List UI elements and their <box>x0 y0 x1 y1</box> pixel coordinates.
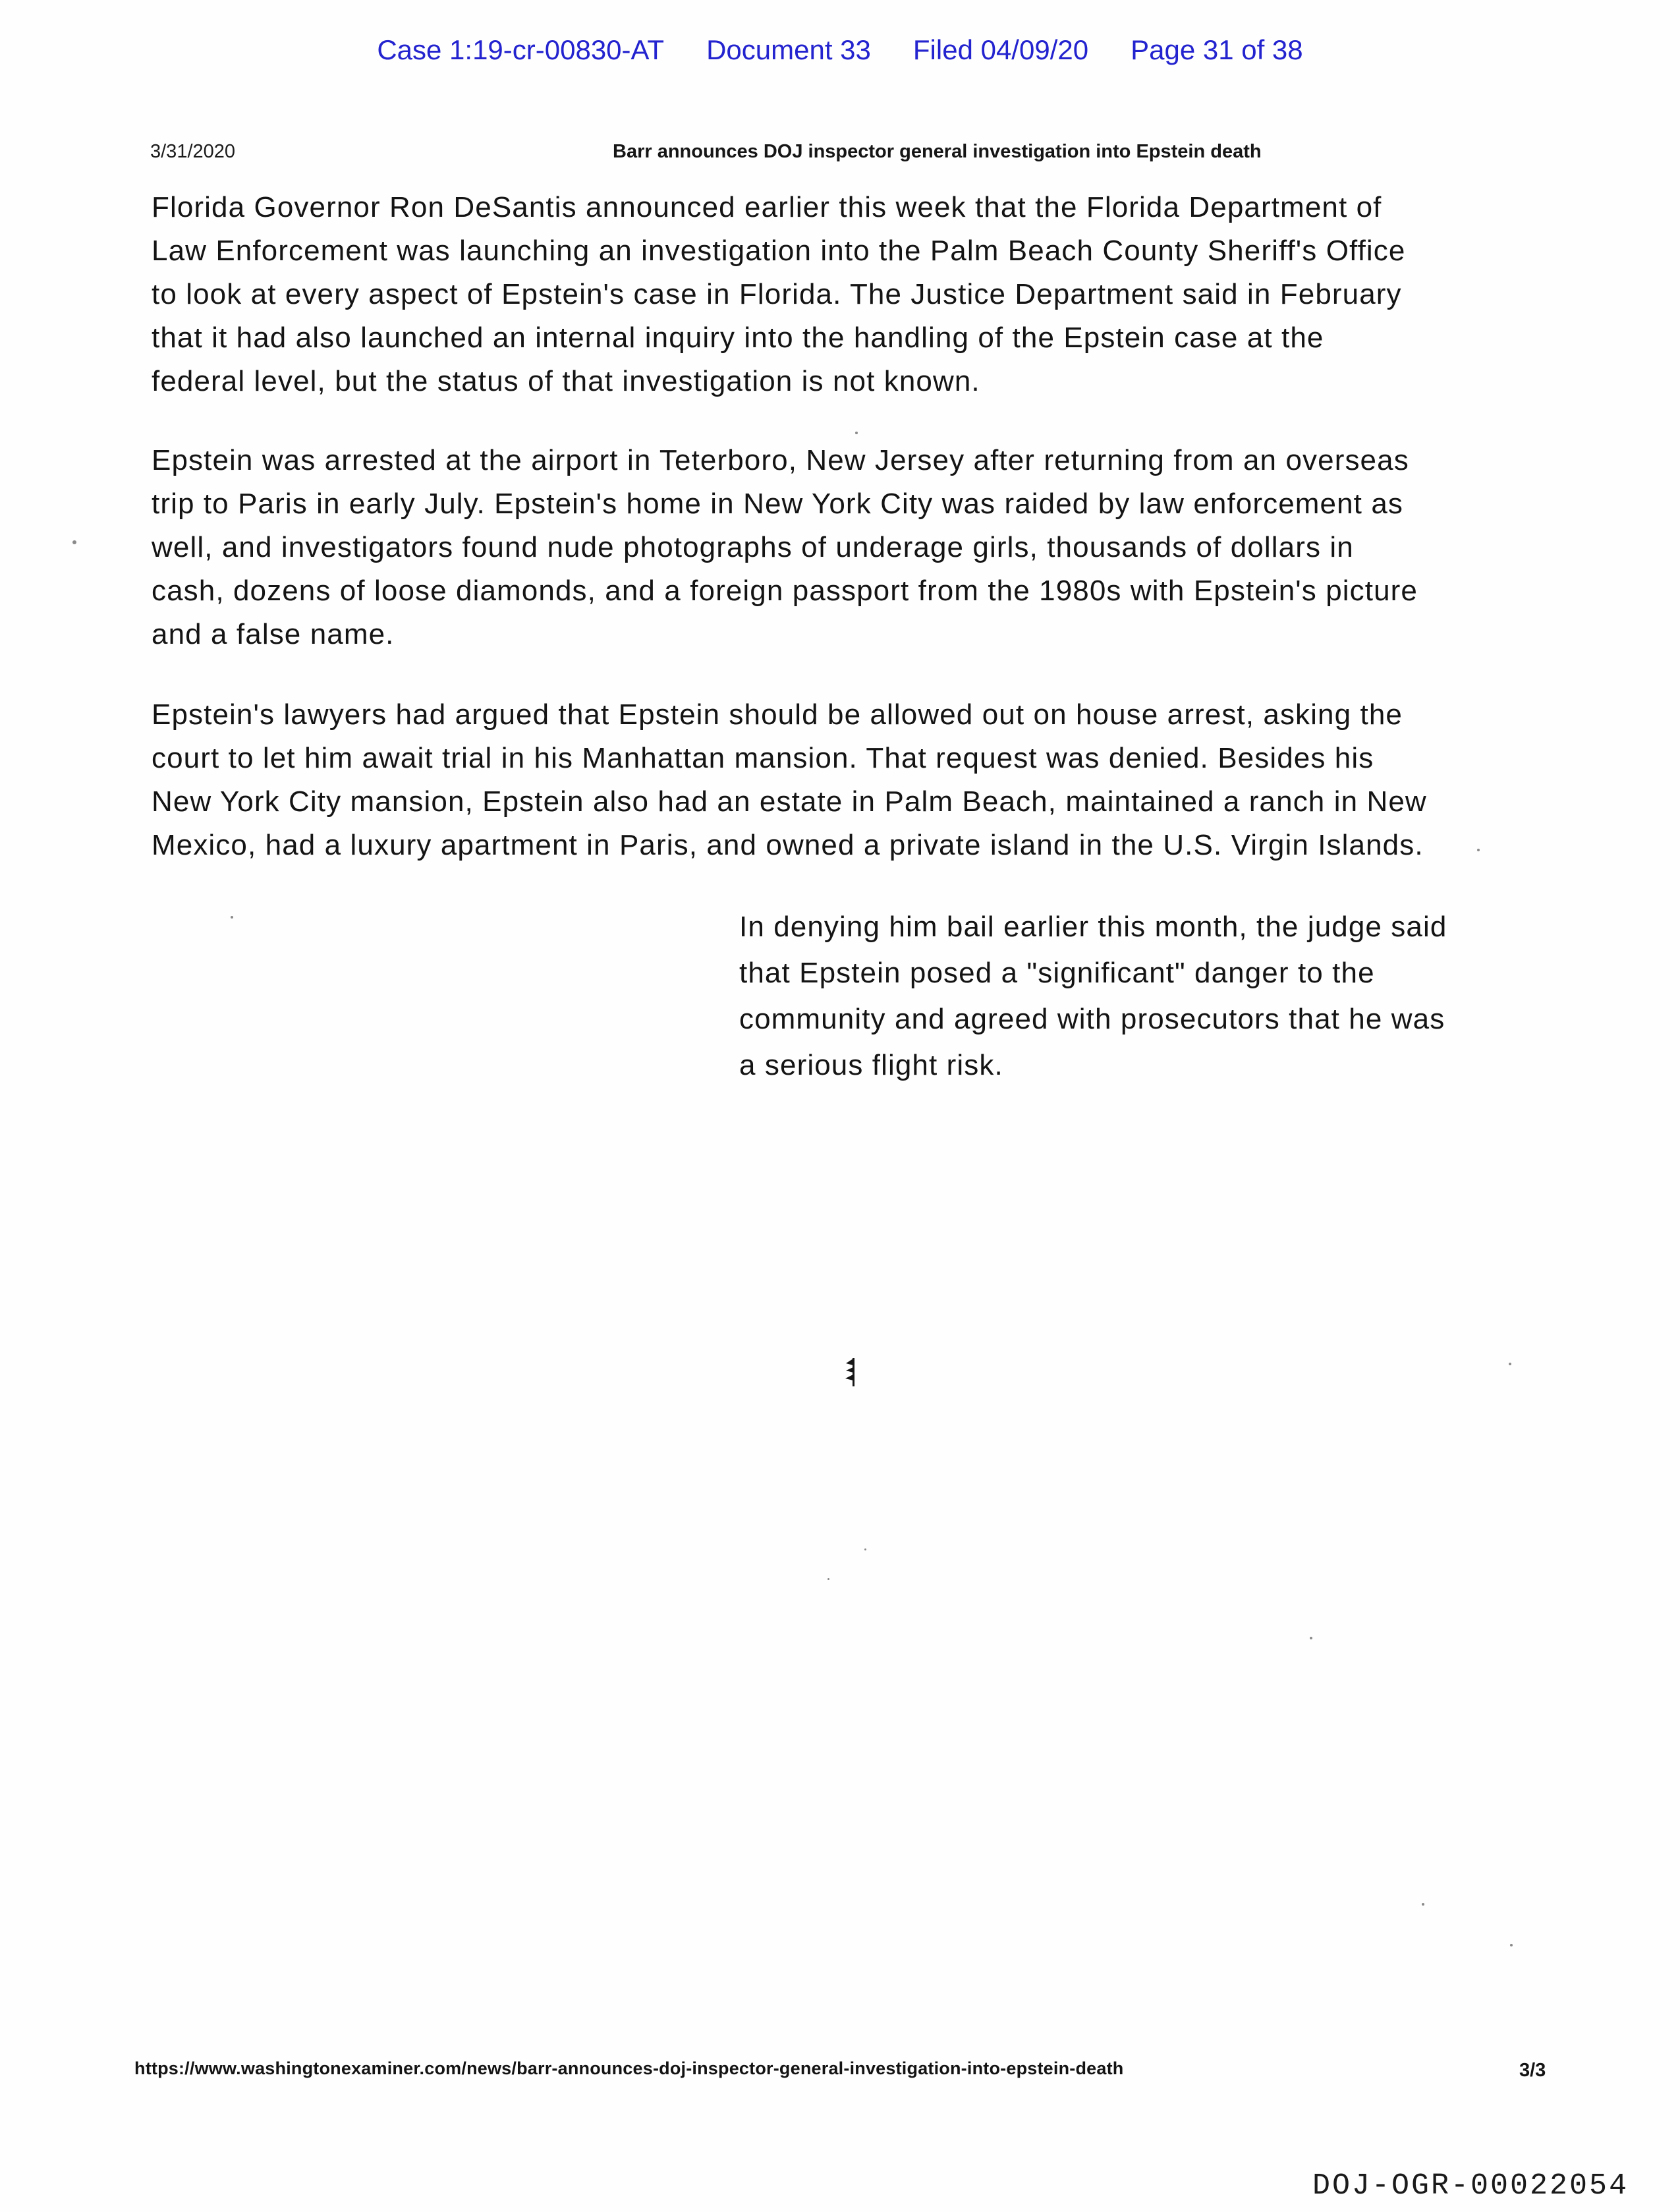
scan-speck <box>827 1578 829 1580</box>
text-line: federal level, but the status of that investigation is not known. <box>152 365 980 397</box>
text-line: court to let him await trial in his Manhattan mansion. That request was denied. Besides his <box>152 742 1374 774</box>
scan-speck <box>1310 1637 1312 1639</box>
case-number: Case 1:19-cr-00830-AT <box>377 34 665 65</box>
scan-speck <box>1477 849 1480 851</box>
source-url: https://www.washingtonexaminer.com/news/barr-announces-doj-inspector-general-investigation-into-epstein-death <box>134 2058 1124 2078</box>
text-line: a serious flight risk. <box>739 1049 1003 1081</box>
scan-artifact-glyph <box>845 1357 856 1386</box>
text-line: Mexico, had a luxury apartment in Paris, and owned a private island in the U.S. Virgin Islands. <box>152 829 1424 861</box>
text-line: that it had also launched an internal inquiry into the handling of the Epstein case at the <box>152 322 1324 354</box>
text-line: to look at every aspect of Epstein's case in Florida. The Justice Department said in February <box>152 278 1402 310</box>
scan-speck <box>855 432 858 434</box>
paragraph-2 <box>152 439 1418 656</box>
print-page-indicator: 3/3 <box>1519 2060 1546 2081</box>
text-line: trip to Paris in early July. Epstein's home in New York City was raided by law enforcement as <box>152 488 1404 520</box>
case-stamp-header <box>0 34 1680 66</box>
page-number: Page 31 of 38 <box>1131 34 1303 65</box>
scan-speck <box>1509 1363 1511 1365</box>
print-date: 3/31/2020 <box>150 141 236 162</box>
scan-speck <box>231 916 233 919</box>
filed-date: Filed 04/09/20 <box>912 34 1089 65</box>
text-line: community and agreed with prosecutors that he was <box>739 1003 1445 1035</box>
scan-speck <box>1510 1944 1513 1946</box>
text-line: Epstein's lawyers had argued that Epstein should be allowed out on house arrest, asking the <box>152 698 1403 731</box>
article-title: Barr announces DOJ inspector general investigation into Epstein death <box>613 141 1262 162</box>
document-number: Document 33 <box>706 34 871 65</box>
text-line: Law Enforcement was launching an investigation into the Palm Beach County Sheriff's Office <box>152 235 1406 267</box>
text-line: In denying him bail earlier this month, the judge said <box>739 911 1447 943</box>
scan-speck <box>72 540 76 544</box>
bates-number: DOJ-OGR-00022054 <box>1312 2169 1629 2203</box>
text-line: Epstein was arrested at the airport in Teterboro, New Jersey after returning from an overseas <box>152 444 1409 476</box>
text-line: and a false name. <box>152 618 395 650</box>
paragraph-1 <box>152 186 1405 403</box>
paragraph-3 <box>152 693 1427 867</box>
scan-speck <box>864 1548 866 1550</box>
text-line: New York City mansion, Epstein also had an estate in Palm Beach, maintained a ranch in New <box>152 785 1427 818</box>
text-line: cash, dozens of loose diamonds, and a foreign passport from the 1980s with Epstein's picture <box>152 575 1418 607</box>
scan-speck <box>1422 1903 1424 1906</box>
text-line: well, and investigators found nude photographs of underage girls, thousands of dollars in <box>152 531 1354 563</box>
text-line: that Epstein posed a "significant" danger to the <box>739 957 1375 989</box>
paragraph-4-indented <box>739 904 1447 1089</box>
text-line: Florida Governor Ron DeSantis announced earlier this week that the Florida Department of <box>152 191 1382 223</box>
